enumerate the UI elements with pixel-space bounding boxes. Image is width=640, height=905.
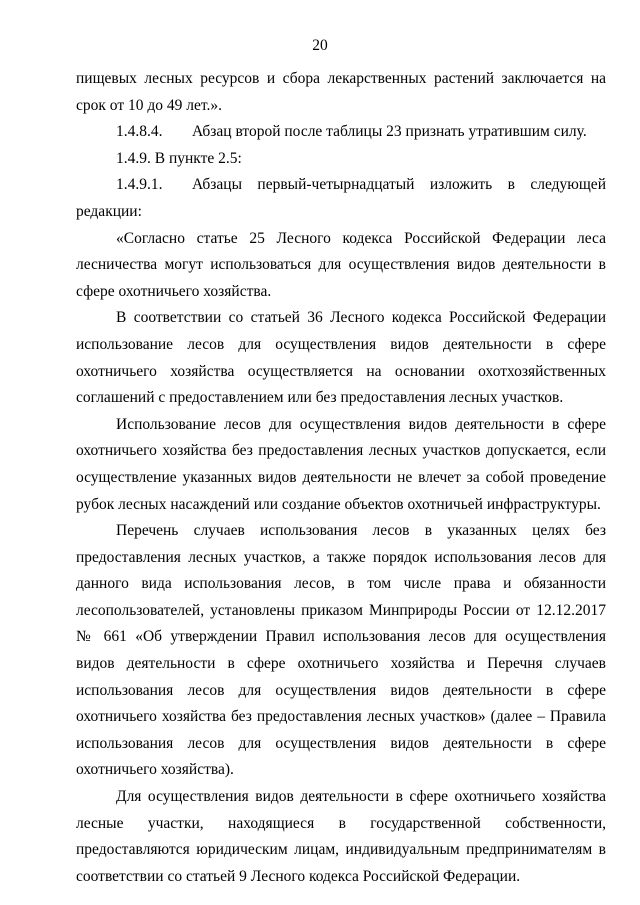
page-number: 20 <box>312 37 328 54</box>
paragraph-continuation: пищевых лесных ресурсов и сбора лекарственных растений заключается на срок от 10 до 49 лет.». <box>76 70 606 114</box>
item-number: 1.4.8.4. <box>116 123 163 141</box>
item-number: 1.4.9.1. <box>116 176 163 194</box>
document-body <box>76 66 606 890</box>
item-text: Абзацы первый-четырнадцатый изложить в следующей редакции: <box>76 176 606 220</box>
paragraph-order-661: Перечень случаев использования лесов в указанных целях без предоставления лесных участков, а также порядок использования лесов для данного вида использования лесов, в том числе права и обязанности лесопользователей, установлены приказом Минприроды России от 12.12.2017 № 661 «Об утверждении Правил использования лесов для осуществления видов деятельности в сфере охотничьего хозяйства и Перечня случаев использования лесов для осуществления видов деятельности в сфере охотничьего хозяйства без предоставления лесных участков» (далее – Правила использования лесов для осуществления видов деятельности в сфере охотничьего хозяйства). <box>76 522 606 779</box>
paragraph-provision-of-plots: Для осуществления видов деятельности в сфере охотничьего хозяйства лесные участки, находящиеся в государственной собственности, предоставляются юридическим лицам, индивидуальным предпринимателям в соответствии со статьей 9 Лесного кодекса Российской Федерации. <box>76 788 606 885</box>
paragraph-item-1-4-8-4 <box>76 119 606 146</box>
paragraph-article-36: В соответствии со статьей 36 Лесного кодекса Российской Федерации использование лесов для осуществления видов деятельности в сфере охотничьего хозяйства осуществляется на основании охотхозяйственных соглашений с предоставлением или без предоставления лесных участков. <box>76 309 606 407</box>
item-text: Абзац второй после таблицы 23 признать утратившим силу. <box>192 123 587 141</box>
paragraph-item-1-4-9-1 <box>76 172 606 225</box>
paragraph-use-without-plots: Использование лесов для осуществления видов деятельности в сфере охотничьего хозяйства без предоставления лесных участков допускается, если осуществление указанных видов деятельности не влечет за собой проведение рубок лесных насаждений или создание объектов охотничьей инфраструктуры. <box>76 415 606 513</box>
paragraph-item-1-4-9: 1.4.9. В пункте 2.5: <box>116 149 242 167</box>
paragraph-article-25: «Согласно статье 25 Лесного кодекса Российской Федерации леса лесничества могут использоваться для осуществления видов деятельности в сфере охотничьего хозяйства. <box>76 229 606 300</box>
